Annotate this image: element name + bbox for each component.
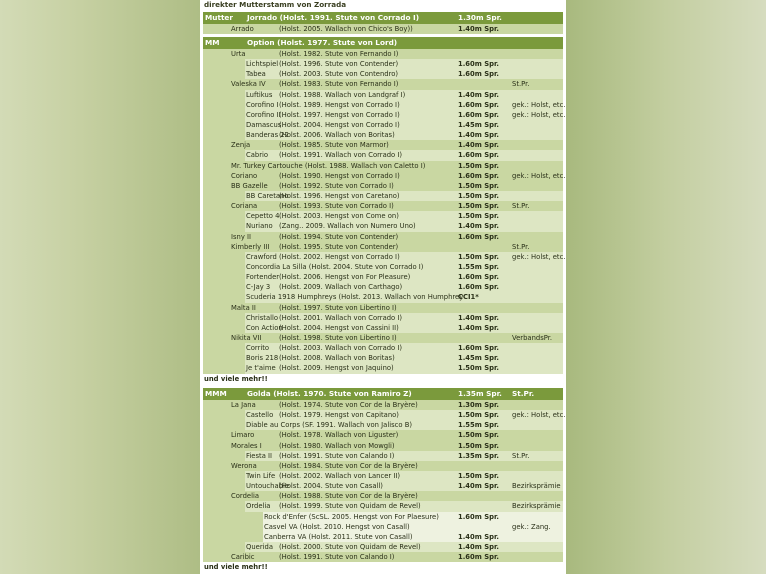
table-row xyxy=(203,221,563,231)
table-row xyxy=(203,451,563,461)
performance: 1.50m Spr. xyxy=(458,411,499,420)
row-indent-bar xyxy=(203,451,245,461)
table-row xyxy=(203,59,563,69)
horse-info: (Holst. 1991. Stute von Calando I) xyxy=(279,451,395,460)
more-text: und viele mehr!! xyxy=(204,563,268,571)
table-row xyxy=(203,343,563,353)
note: Bezirksprämie xyxy=(512,482,561,491)
horse-name: Isny II xyxy=(231,232,252,241)
row-indent-bar xyxy=(203,481,245,491)
note: gek.: Holst, etc. xyxy=(512,252,566,261)
horse-name: Canberra VA (Holst. 2011. Stute von Casall) xyxy=(264,532,413,541)
horse-name: BB Caretano xyxy=(246,191,289,200)
row-indent-bar xyxy=(203,522,263,532)
performance: 1.60m Spr. xyxy=(458,512,499,521)
horse-info: (Holst. 1988. Wallach von Landgraf I) xyxy=(279,90,406,99)
horse-info: (Holst. 1990. Hengst von Corrado I) xyxy=(279,171,400,180)
horse-info: (Holst. 2003. Wallach von Corrado I) xyxy=(279,344,403,353)
horse-info: (Holst. 1998. Stute von Libertino I) xyxy=(279,333,397,342)
performance: 1.50m Spr. xyxy=(458,441,499,450)
table-row xyxy=(203,430,563,440)
row-indent-bar xyxy=(203,343,245,353)
performance: 1.50m Spr. xyxy=(458,431,499,440)
horse-name: Zenja xyxy=(231,141,251,150)
performance: 1.40m Spr. xyxy=(458,222,499,231)
more-text: und viele mehr!! xyxy=(204,375,268,383)
row-indent-bar xyxy=(203,552,230,562)
horse-name: Ordelia xyxy=(246,502,271,511)
horse-name: Banderas 22 xyxy=(246,131,289,140)
row-tag: MMM xyxy=(205,389,227,398)
horse-name: Fiesta II xyxy=(246,451,273,460)
table-row xyxy=(203,313,563,323)
table-row xyxy=(203,140,563,150)
performance: 1.40m Spr. xyxy=(458,313,499,322)
performance: 1.40m Spr. xyxy=(458,323,499,332)
performance: 1.60m Spr. xyxy=(458,273,499,282)
horse-info: (Holst. 2004. Hengst von Corrado I) xyxy=(279,120,400,129)
horse-name: Concordia La Silla (Holst. 2004. Stute von Corrado I) xyxy=(246,262,424,271)
pedigree-table xyxy=(203,12,563,34)
table-row xyxy=(203,49,563,59)
performance: 1.50m Spr. xyxy=(458,161,499,170)
table-row xyxy=(203,532,563,542)
horse-name: Scuderia 1918 Humphreys (Holst. 2013. Wallach von Humphrey xyxy=(246,293,464,302)
row-indent-bar xyxy=(203,353,245,363)
performance: 1.30m Spr. xyxy=(458,401,499,409)
note: Bezirksprämie xyxy=(512,502,561,511)
horse-name: Damascus xyxy=(246,120,282,129)
table-row xyxy=(203,471,563,481)
row-indent-bar xyxy=(203,420,245,430)
horse-name: Rock d'Enfer (ScSL. 2005. Hengst von For Plaesure) xyxy=(264,512,439,521)
performance: 1.60m Spr. xyxy=(458,283,499,292)
table-row xyxy=(203,100,566,110)
horse-name: Caribic xyxy=(231,553,255,562)
horse-name: Untouchable xyxy=(246,482,290,491)
note: St.Pr. xyxy=(512,451,530,460)
row-indent-bar xyxy=(203,292,245,302)
horse-name: Werona xyxy=(231,461,257,470)
note: gek.: Holst, etc. xyxy=(512,411,566,420)
horse-name: Castello xyxy=(246,411,274,420)
table-row xyxy=(203,161,563,171)
row-indent-bar xyxy=(203,110,245,120)
horse-name: Nuriano xyxy=(246,222,273,231)
note: gek.: Holst, etc. xyxy=(512,171,566,180)
row-indent-bar xyxy=(203,532,263,542)
row-indent-bar xyxy=(203,24,230,34)
horse-name: Arrado xyxy=(231,25,254,33)
horse-name: Twin Life xyxy=(246,471,276,480)
row-indent-bar xyxy=(203,161,230,171)
horse-info: (Holst. 1994. Stute von Contender) xyxy=(279,232,399,241)
performance: 1.35m Spr. xyxy=(458,389,502,398)
performance: 1.40m Spr. xyxy=(458,90,499,99)
horse-info: (Holst. 1999. Stute von Quidam de Revel) xyxy=(279,502,421,511)
horse-info: (Holst. 2001. Wallach von Corrado I) xyxy=(279,313,403,322)
horse-name: Mr. Turkey Cartouche (Holst. 1988. Wallach von Caletto I) xyxy=(231,161,426,170)
background-left xyxy=(0,0,200,574)
table-row xyxy=(203,292,563,302)
performance: 1.60m Spr. xyxy=(458,344,499,353)
horse-info: (Holst. 1988. Stute von Cor de la Bryère) xyxy=(279,492,418,501)
background-right xyxy=(566,0,766,574)
row-indent-bar xyxy=(203,313,245,323)
note: gek.: Holst, etc. xyxy=(512,100,566,109)
performance: 1.60m Spr. xyxy=(458,60,499,69)
performance: 1.40m Spr. xyxy=(458,131,499,140)
horse-name: Querida xyxy=(246,542,274,551)
row-indent-bar xyxy=(203,410,245,420)
performance: 1.50m Spr. xyxy=(458,471,499,480)
table-row xyxy=(203,420,563,430)
note: St.Pr. xyxy=(512,389,535,398)
horse-info: (Holst. 2002. Hengst von Corrado I) xyxy=(279,252,400,261)
horse-name: Urta xyxy=(231,50,246,58)
horse-name: Morales I xyxy=(231,441,262,450)
row-indent-bar xyxy=(203,69,245,79)
row-indent-bar xyxy=(203,221,245,231)
row-indent-bar xyxy=(203,211,245,221)
horse-name: Je t'aime xyxy=(246,364,276,373)
row-indent-bar xyxy=(203,491,230,501)
row-indent-bar xyxy=(203,100,245,110)
performance: CCI1* xyxy=(458,293,479,302)
table-row xyxy=(203,150,563,160)
horse-info: (Holst. 1995. Stute von Contender) xyxy=(279,242,399,251)
table-row xyxy=(203,282,563,292)
horse-info: (Holst. 1997. Hengst von Corrado I) xyxy=(279,110,400,119)
horse-name: BB Gazelle xyxy=(231,181,268,190)
performance: 1.50m Spr. xyxy=(458,181,499,190)
table-row xyxy=(203,181,563,191)
table-row xyxy=(203,79,563,89)
horse-name: Option (Holst. 1977. Stute von Lord) xyxy=(247,38,398,47)
horse-info: (Holst. 1982. Stute von Fernando I) xyxy=(279,50,399,58)
note: St.Pr. xyxy=(512,202,530,211)
horse-name: Cabrio xyxy=(246,151,269,160)
table-row xyxy=(203,461,563,471)
row-indent-bar xyxy=(203,461,230,471)
row-indent-bar xyxy=(203,272,245,282)
table-row xyxy=(203,130,563,140)
table-header-row xyxy=(203,12,563,24)
horse-name: Cepetto 4 xyxy=(246,212,280,221)
note: gek.: Holst, etc. xyxy=(512,110,566,119)
horse-info: (Holst. 2009. Wallach von Carthago) xyxy=(279,283,403,292)
note: VerbandsPr. xyxy=(512,333,553,342)
table-row xyxy=(203,522,563,532)
horse-name: La Jana xyxy=(231,401,256,409)
note: St.Pr. xyxy=(512,80,530,89)
performance: 1.60m Spr. xyxy=(458,553,499,562)
horse-name: Tabea xyxy=(246,70,266,79)
horse-info: (Holst. 2003. Stute von Contendro) xyxy=(279,70,399,79)
horse-name: Corofino II xyxy=(246,110,281,119)
horse-name: Valeska IV xyxy=(231,80,266,89)
table-row xyxy=(203,552,563,562)
horse-info: (Holst. 1980. Wallach von Mowgli) xyxy=(279,441,395,450)
table-row xyxy=(203,272,563,282)
note: gek.: Zang. xyxy=(512,522,551,531)
table-row xyxy=(203,232,563,242)
table-row xyxy=(203,441,563,451)
table-header-row xyxy=(203,388,563,400)
row-indent-bar xyxy=(203,430,230,440)
performance: 1.40m Spr. xyxy=(458,141,499,150)
table-row xyxy=(203,303,563,313)
horse-info: (Holst. 1974. Stute von Cor de la Bryère) xyxy=(279,401,418,409)
horse-name: Limaro xyxy=(231,431,255,440)
row-indent-bar xyxy=(203,441,230,451)
table-row xyxy=(203,69,563,79)
row-indent-bar xyxy=(203,201,230,211)
horse-name: Nikita VII xyxy=(231,333,262,342)
row-indent-bar xyxy=(203,242,230,252)
table-row xyxy=(203,400,563,410)
horse-name: Fortender xyxy=(246,273,280,282)
table-row xyxy=(203,512,563,522)
document-title: direkter Mutterstamm von Zorrada xyxy=(204,0,347,9)
performance: 1.60m Spr. xyxy=(458,110,499,119)
horse-name: Corrito xyxy=(246,344,270,353)
horse-info: (Holst. 1997. Stute von Libertino I) xyxy=(279,303,397,312)
horse-info: (Holst. 2004. Stute von Casall) xyxy=(279,482,383,491)
performance: 1.40m Spr. xyxy=(458,542,499,551)
table-row xyxy=(203,363,563,373)
performance: 1.40m Spr. xyxy=(458,532,499,541)
horse-info: (Zang.. 2009. Wallach von Numero Uno) xyxy=(279,222,416,231)
performance: 1.50m Spr. xyxy=(458,252,499,261)
table-row xyxy=(203,201,563,211)
table-header-row xyxy=(203,37,563,49)
row-indent-bar xyxy=(203,130,245,140)
row-indent-bar xyxy=(203,232,230,242)
performance: 1.35m Spr. xyxy=(458,451,499,460)
horse-info: (Holst. 1991. Stute von Calando I) xyxy=(279,553,395,562)
row-indent-bar xyxy=(203,363,245,373)
table-row xyxy=(203,191,563,201)
document-page xyxy=(200,0,566,574)
horse-name: C-Jay 3 xyxy=(246,283,271,292)
performance: 1.55m Spr. xyxy=(458,262,499,271)
row-indent-bar xyxy=(203,79,230,89)
performance: 1.50m Spr. xyxy=(458,212,499,221)
horse-info: (Holst. 2008. Wallach von Boritas) xyxy=(279,354,395,363)
row-indent-bar xyxy=(203,181,230,191)
horse-info: (Holst. 2006. Hengst von For Pleasure) xyxy=(279,273,411,282)
horse-info: (Holst. 2005. Wallach von Chico's Boy)) xyxy=(279,25,413,33)
row-indent-bar xyxy=(203,512,263,522)
performance: 1.50m Spr. xyxy=(458,191,499,200)
horse-name: Crawford xyxy=(246,252,277,261)
performance: 1.60m Spr. xyxy=(458,70,499,79)
table-row xyxy=(203,501,563,511)
pedigree-table xyxy=(203,388,566,562)
horse-info: (Holst. 1979. Hengst von Capitano) xyxy=(279,411,399,420)
performance: 1.55m Spr. xyxy=(458,421,499,430)
performance: 1.40m Spr. xyxy=(458,25,499,33)
table-row xyxy=(203,353,563,363)
table-row xyxy=(203,24,563,34)
table-row xyxy=(203,323,563,333)
table-row xyxy=(203,542,563,552)
row-indent-bar xyxy=(203,262,245,272)
horse-info: (Holst. 2002. Wallach von Lancer II) xyxy=(279,471,400,480)
table-row xyxy=(203,110,566,120)
horse-info: (Holst. 1996. Stute von Contender) xyxy=(279,60,399,69)
table-row xyxy=(203,491,563,501)
row-indent-bar xyxy=(203,191,245,201)
horse-name: Con Action xyxy=(246,323,283,332)
note: St.Pr. xyxy=(512,242,530,251)
horse-name: Malta II xyxy=(231,303,256,312)
performance: 1.45m Spr. xyxy=(458,354,499,363)
horse-info: (Holst. 1978. Wallach von Liguster) xyxy=(279,431,399,440)
horse-info: (Holst. 1984. Stute von Cor de la Bryère) xyxy=(279,461,418,470)
horse-info: (Holst. 1996. Hengst von Caretano) xyxy=(279,191,400,200)
row-indent-bar xyxy=(203,90,245,100)
horse-info: (Holst. 1989. Hengst von Corrado I) xyxy=(279,100,400,109)
table-row xyxy=(203,481,563,491)
table-row xyxy=(203,242,563,252)
horse-info: (Holst. 2006. Wallach von Boritas) xyxy=(279,131,395,140)
row-indent-bar xyxy=(203,140,230,150)
pedigree-table xyxy=(203,37,566,374)
row-indent-bar xyxy=(203,542,245,552)
horse-info: (Holst. 1983. Stute von Fernando I) xyxy=(279,80,399,89)
horse-name: Cordelia xyxy=(231,492,260,501)
horse-name: Coriana xyxy=(231,202,258,211)
row-indent-bar xyxy=(203,120,245,130)
horse-name: Coriano xyxy=(231,171,258,180)
horse-name: Boris 218 xyxy=(246,354,279,363)
horse-info: (Holst. 1991. Wallach von Corrado I) xyxy=(279,151,403,160)
performance: 1.45m Spr. xyxy=(458,120,499,129)
horse-info: (Holst. 2009. Hengst von Jaquino) xyxy=(279,364,394,373)
horse-info: (Holst. 2003. Hengst von Come on) xyxy=(279,212,399,221)
horse-info: (Holst. 1992. Stute von Corrado I) xyxy=(279,181,394,190)
row-indent-bar xyxy=(203,471,245,481)
table-row xyxy=(203,90,563,100)
table-row xyxy=(203,262,563,272)
horse-name: Golda (Holst. 1970. Stute von Ramiro Z) xyxy=(247,389,412,398)
horse-info: (Holst. 2000. Stute von Quidam de Revel) xyxy=(279,542,421,551)
horse-name: Jorrado (Holst. 1991. Stute von Corrado I) xyxy=(247,13,420,22)
row-indent-bar xyxy=(203,333,230,343)
horse-name: Lichtspiel xyxy=(246,60,279,69)
table-row xyxy=(203,120,563,130)
horse-name: Corofino I xyxy=(246,100,279,109)
table-row xyxy=(203,171,566,181)
horse-name: Christallo xyxy=(246,313,279,322)
horse-name: Diable au Corps (SF. 1991. Wallach von Jalisco B) xyxy=(246,421,413,430)
row-tag: Mutter xyxy=(205,13,233,22)
row-indent-bar xyxy=(203,49,230,59)
table-row xyxy=(203,211,563,221)
row-indent-bar xyxy=(203,400,230,410)
row-indent-bar xyxy=(203,59,245,69)
horse-info: (Holst. 1993. Stute von Corrado I) xyxy=(279,202,394,211)
performance: 1.50m Spr. xyxy=(458,202,499,211)
row-indent-bar xyxy=(203,282,245,292)
performance: 1.60m Spr. xyxy=(458,232,499,241)
performance: 1.60m Spr. xyxy=(458,100,499,109)
row-indent-bar xyxy=(203,501,245,511)
performance: 1.50m Spr. xyxy=(458,364,499,373)
row-indent-bar xyxy=(203,150,245,160)
horse-name: Casvel VA (Holst. 2010. Hengst von Casall) xyxy=(264,522,410,531)
row-indent-bar xyxy=(203,171,230,181)
horse-name: Kimberly III xyxy=(231,242,270,251)
performance: 1.40m Spr. xyxy=(458,482,499,491)
row-indent-bar xyxy=(203,303,230,313)
performance: 1.60m Spr. xyxy=(458,171,499,180)
horse-info: (Holst. 1985. Stute von Marmor) xyxy=(279,141,389,150)
table-row xyxy=(203,410,566,420)
row-tag: MM xyxy=(205,38,220,47)
table-row xyxy=(203,252,566,262)
performance: 1.60m Spr. xyxy=(458,151,499,160)
table-row xyxy=(203,333,563,343)
horse-name: Luftikus xyxy=(246,90,273,99)
row-indent-bar xyxy=(203,252,245,262)
performance: 1.30m Spr. xyxy=(458,13,502,22)
row-indent-bar xyxy=(203,323,245,333)
horse-info: (Holst. 2004. Hengst von Cassini II) xyxy=(279,323,399,332)
